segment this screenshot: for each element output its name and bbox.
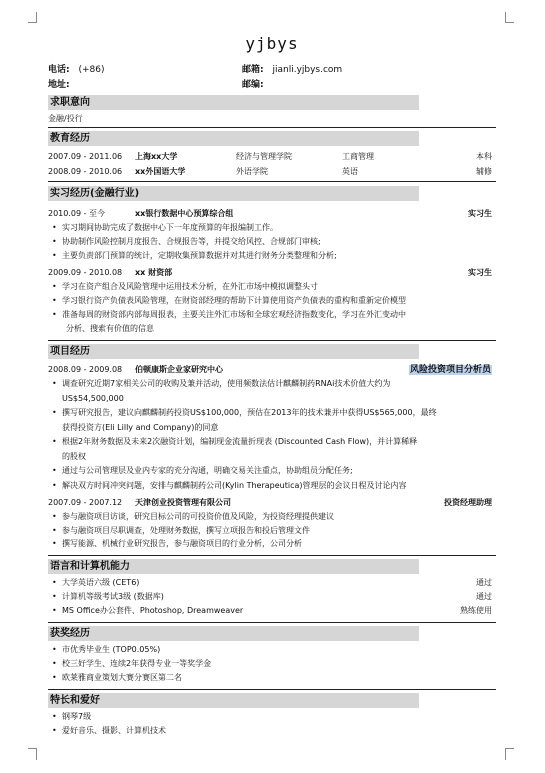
section-awards: 获奖经历 — [48, 626, 419, 641]
education-date: 2007.09 - 2011.06 — [48, 152, 123, 161]
email-line — [242, 62, 342, 75]
internship-bullet — [52, 236, 321, 248]
project-date: 2007.09 - 2007.12 — [48, 498, 123, 507]
bullet-text: 大学英语六级 (CET6) — [62, 578, 140, 587]
bullet-text: 钢琴7级 — [62, 712, 92, 721]
internship-date: 2009.09 - 2010.08 — [48, 268, 123, 277]
bullet-icon: • — [52, 659, 57, 668]
project-role-text: 风险投资项目分析员 — [409, 365, 491, 375]
bullet-text: 解决双方时间冲突问题，安排与麒麟制药公司(Kylin Therapeutica)管理层的会议日程及讨论内容 — [62, 480, 407, 490]
resume-name: yjbys — [245, 34, 299, 53]
bullet-text: 撰写能源、机械行业研究报告，参与融资项目的行业分析，公司分析 — [62, 539, 302, 548]
bullet-icon: • — [52, 539, 57, 548]
skill-value: 熟练使用 — [460, 606, 492, 615]
internship-org: xx 财资部 — [135, 268, 173, 277]
bullet-text: 调查研究近期7家相关公司的收购及兼并活动，使用频数法估计麒麟制药RNAi技术价值大约为 — [62, 379, 391, 388]
bullet-text: 计算机等级考试3级 (数据库) — [62, 592, 164, 601]
internship-bullet — [52, 309, 406, 321]
internship-bullet — [52, 250, 337, 262]
hobby-item — [52, 711, 91, 723]
bullet-icon: • — [52, 726, 57, 735]
education-date: 2008.09 - 2010.06 — [48, 167, 123, 176]
crop-mark — [505, 22, 514, 23]
project-bullet — [52, 511, 334, 523]
email-value: jianli.yjbys.com — [272, 65, 343, 75]
bullet-text: 参与融资项目尽职调查，处理财务数据，撰写立项报告和投后管理文件 — [62, 525, 310, 535]
bullet-continuation: 分析、搜索有价值的信息 — [66, 324, 154, 333]
section-rule — [48, 127, 496, 128]
bullet-icon: • — [52, 512, 57, 521]
project-bullet — [52, 378, 390, 390]
section-rule — [48, 181, 496, 182]
phone-label: 电话: — [48, 65, 70, 75]
bullet-icon: • — [52, 592, 57, 601]
section-hobbies: 特长和爱好 — [48, 693, 419, 708]
postcode-line — [242, 77, 264, 90]
bullet-icon: • — [52, 437, 57, 446]
section-rule — [48, 689, 496, 690]
crop-mark — [505, 748, 506, 760]
project-org: 伯顿康斯企业家研究中心 — [135, 365, 223, 374]
bullet-text: 欧莱雅商业策划大赛分赛区第二名 — [62, 673, 182, 682]
skill-value: 通过 — [476, 592, 492, 601]
project-role — [409, 364, 492, 376]
award-item — [52, 672, 182, 684]
award-item — [52, 658, 211, 670]
project-role-text: 投资经理助理 — [444, 498, 492, 507]
project-bullet — [52, 525, 310, 537]
section-education: 教育经历 — [48, 131, 419, 146]
section-rule — [48, 555, 496, 556]
bullet-text: 实习期间协助完成了数据中心下一年度预算的年报编制工作。 — [62, 223, 278, 232]
bullet-text: 通过与公司管理层及业内专家的充分沟通，明确交易关注重点，协助组员分配任务; — [62, 466, 353, 475]
bullet-text: 根据2年财务数据及未来2次融资计划，编制现金流量折现表 (Discounted Cash Flow)，并计算稀释 — [62, 437, 418, 446]
internship-role: 实习生 — [468, 209, 492, 218]
bullet-text: 准备每周的财资部内部每周报表，主要关注外汇市场和全球宏观经济指数变化，学习在外汇变动中 — [62, 310, 406, 319]
bullet-icon: • — [52, 379, 57, 388]
internship-date: 2010.09 - 至今 — [48, 209, 106, 218]
bullet-icon: • — [52, 525, 57, 535]
bullet-icon: • — [52, 237, 57, 246]
education-degree: 本科 — [476, 152, 492, 161]
project-org: 天津创业投资管理有限公司 — [135, 498, 231, 507]
bullet-icon: • — [52, 712, 57, 721]
bullet-continuation: 的股权 — [62, 451, 86, 461]
bullet-text: MS Office办公套件、Photoshop, Dreamweaver — [62, 606, 244, 615]
project-bullet — [52, 436, 417, 448]
skill-item — [52, 591, 164, 603]
bullet-icon: • — [52, 645, 57, 654]
education-major: 英语 — [342, 167, 358, 176]
crop-mark — [28, 748, 37, 749]
bullet-text: 爱好音乐、摄影、计算机技术 — [62, 726, 166, 735]
bullet-text: 撰写研究报告，建议向麒麟制药投资US$100,000，预估在2013年的技术兼并中获得US$565,000，最终 — [62, 408, 437, 417]
bullet-text: 市优秀毕业生 (TOP0.05%) — [62, 645, 161, 654]
skill-value: 通过 — [476, 578, 492, 587]
education-degree: 辅修 — [476, 167, 492, 176]
project-date: 2008.09 - 2009.08 — [48, 365, 123, 374]
bullet-text: 参与融资项目访谈，研究目标公司的可投资价值及风险，为投资经理提供建议 — [62, 512, 334, 521]
project-bullet — [52, 480, 407, 492]
education-college: 经济与管理学院 — [236, 152, 292, 161]
project-bullet — [52, 538, 302, 550]
skill-item — [52, 605, 243, 617]
internship-bullet — [52, 295, 406, 307]
bullet-text: 学习在资产组合及风险管理中运用技术分析，在外汇市场中模拟调整头寸 — [62, 282, 318, 291]
internship-org: xx银行数据中心预算综合组 — [135, 209, 234, 218]
bullet-icon: • — [52, 408, 57, 417]
bullet-icon: • — [52, 578, 57, 587]
bullet-icon: • — [52, 282, 57, 291]
award-item — [52, 644, 160, 656]
address-line — [48, 77, 70, 90]
education-college: 外语学院 — [236, 167, 268, 176]
section-objective: 求职意向 — [48, 95, 419, 110]
internship-bullet — [52, 281, 318, 293]
objective-value: 金融/投行 — [48, 114, 83, 123]
bullet-icon: • — [52, 310, 57, 319]
bullet-icon: • — [52, 296, 57, 305]
bullet-text: 校三好学生、连续2年获得专业一等奖学金 — [62, 659, 212, 668]
internship-role: 实习生 — [468, 268, 492, 277]
bullet-text: 协助制作风险控制月度报告、合规报告等，并提交给风控、合规部门审核; — [62, 237, 321, 246]
education-school: xx外国语大学 — [135, 167, 186, 176]
bullet-icon: • — [52, 223, 57, 232]
section-internship: 实习经历(金融行业) — [48, 186, 419, 201]
bullet-icon: • — [52, 251, 57, 260]
section-rule — [48, 340, 496, 341]
crop-mark — [36, 748, 37, 760]
postcode-label: 邮编: — [242, 80, 264, 90]
internship-bullet — [52, 222, 278, 234]
education-major: 工商管理 — [342, 152, 374, 161]
email-label: 邮箱: — [242, 65, 264, 75]
hobby-item — [52, 725, 166, 737]
bullet-continuation: US$54,500,000 — [62, 393, 124, 403]
bullet-icon: • — [52, 673, 57, 682]
phone-line — [48, 62, 105, 75]
section-skills: 语言和计算机能力 — [48, 559, 419, 574]
project-bullet — [52, 465, 353, 477]
section-rule — [48, 622, 496, 623]
project-role — [444, 497, 492, 508]
section-projects: 项目经历 — [48, 344, 419, 359]
bullet-icon: • — [52, 480, 57, 490]
crop-mark — [28, 22, 37, 23]
bullet-icon: • — [52, 466, 57, 475]
project-bullet — [52, 407, 437, 419]
phone-value: (+86) — [78, 65, 105, 75]
bullet-text: 学习银行资产负债表风险管理，在财资部经理的帮助下计算使用资产负债表的重构和重新定价模型 — [62, 296, 406, 305]
crop-mark — [505, 748, 514, 749]
address-label: 地址: — [48, 80, 70, 90]
education-school: 上海xx大学 — [135, 152, 178, 161]
bullet-icon: • — [52, 606, 57, 615]
skill-item — [52, 577, 139, 589]
bullet-text: 主要负责部门预算的统计，定期收集预算数据并对其进行财务分类整理和分析; — [62, 251, 337, 260]
bullet-continuation: 获得投资方(Eli Lilly and Company)的同意 — [62, 422, 219, 432]
